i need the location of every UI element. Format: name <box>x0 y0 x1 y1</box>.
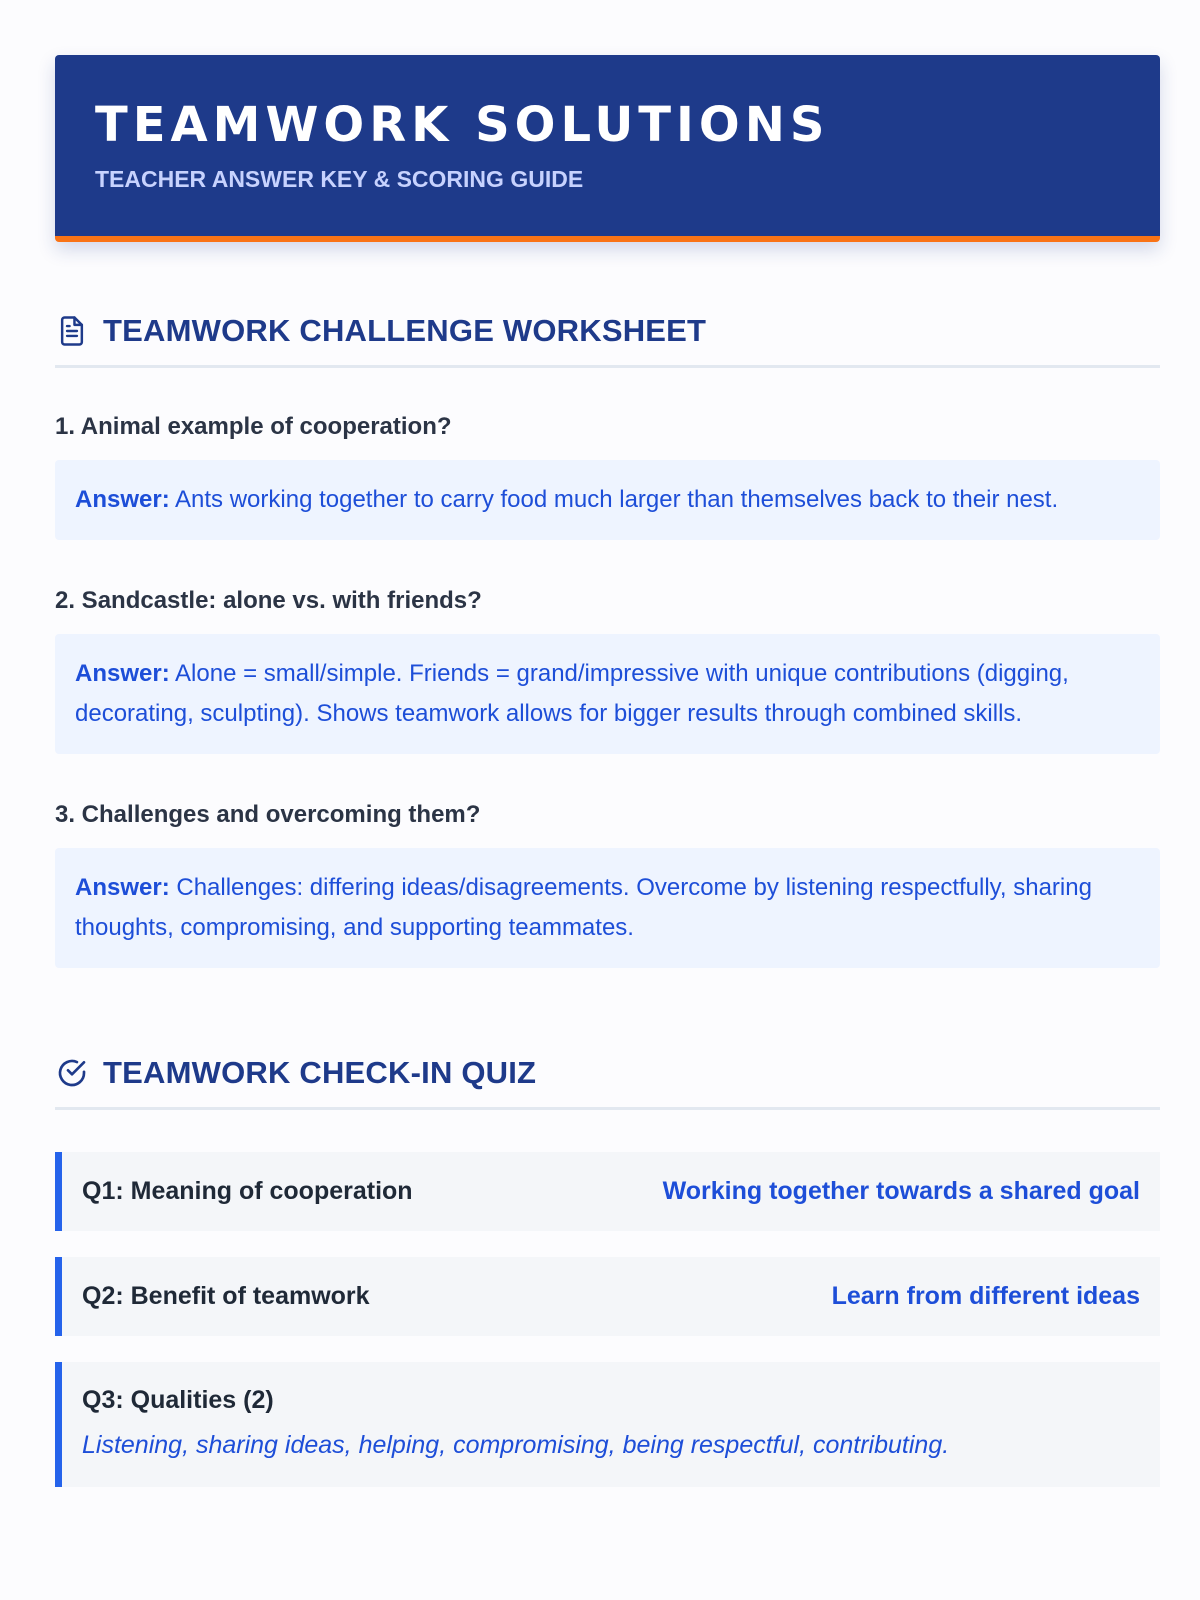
quiz-item-1 <box>55 1152 1160 1231</box>
page-header <box>55 55 1160 242</box>
worksheet-question-2: 2. Sandcastle: alone vs. with friends? <box>55 587 482 614</box>
worksheet-title: TEAMWORK CHALLENGE WORKSHEET <box>103 312 707 348</box>
page-subtitle: TEACHER ANSWER KEY & SCORING GUIDE <box>95 166 584 192</box>
quiz-section-header <box>55 1038 1160 1110</box>
quiz-item-2 <box>55 1257 1160 1336</box>
document-icon <box>55 314 89 348</box>
worksheet-answer-2 <box>55 634 1160 754</box>
worksheet-section-header <box>55 296 1160 368</box>
quiz-section <box>55 1038 1160 1487</box>
quiz-question: Q3: Qualities (2) <box>82 1386 274 1414</box>
quiz-title: TEAMWORK CHECK-IN QUIZ <box>103 1054 537 1090</box>
worksheet-question-1: 1. Animal example of cooperation? <box>55 413 452 440</box>
quiz-list <box>55 1152 1160 1487</box>
check-circle-icon <box>55 1056 89 1090</box>
page-title: TEAMWORK SOLUTIONS <box>95 97 830 153</box>
answer-label: Answer: <box>75 486 170 513</box>
quiz-answer: Working together towards a shared goal <box>662 1177 1140 1205</box>
quiz-answer: Listening, sharing ideas, helping, compromising, being respectful, contributing. <box>82 1431 950 1459</box>
answer-text: Alone = small/simple. Friends = grand/impressive with unique contributions (digging, decorating, sculpting). Shows teamwork allows for bigger results through combined skills. <box>75 660 1069 727</box>
answer-key-page <box>55 55 1160 1487</box>
quiz-answer: Learn from different ideas <box>831 1282 1140 1310</box>
quiz-item-3 <box>55 1362 1160 1487</box>
worksheet-section <box>55 296 1160 968</box>
worksheet-question-3: 3. Challenges and overcoming them? <box>55 801 481 828</box>
answer-label: Answer: <box>75 660 170 687</box>
answer-text: Ants working together to carry food much larger than themselves back to their nest. <box>175 486 1059 513</box>
worksheet-answer-1 <box>55 460 1160 540</box>
quiz-question: Q1: Meaning of cooperation <box>82 1177 413 1205</box>
worksheet-answer-3 <box>55 848 1160 968</box>
quiz-question: Q2: Benefit of teamwork <box>82 1282 370 1310</box>
answer-label: Answer: <box>75 874 170 901</box>
answer-text: Challenges: differing ideas/disagreements. Overcome by listening respectfully, sharing thoughts, compromising, and supporting teammates. <box>75 874 1092 941</box>
